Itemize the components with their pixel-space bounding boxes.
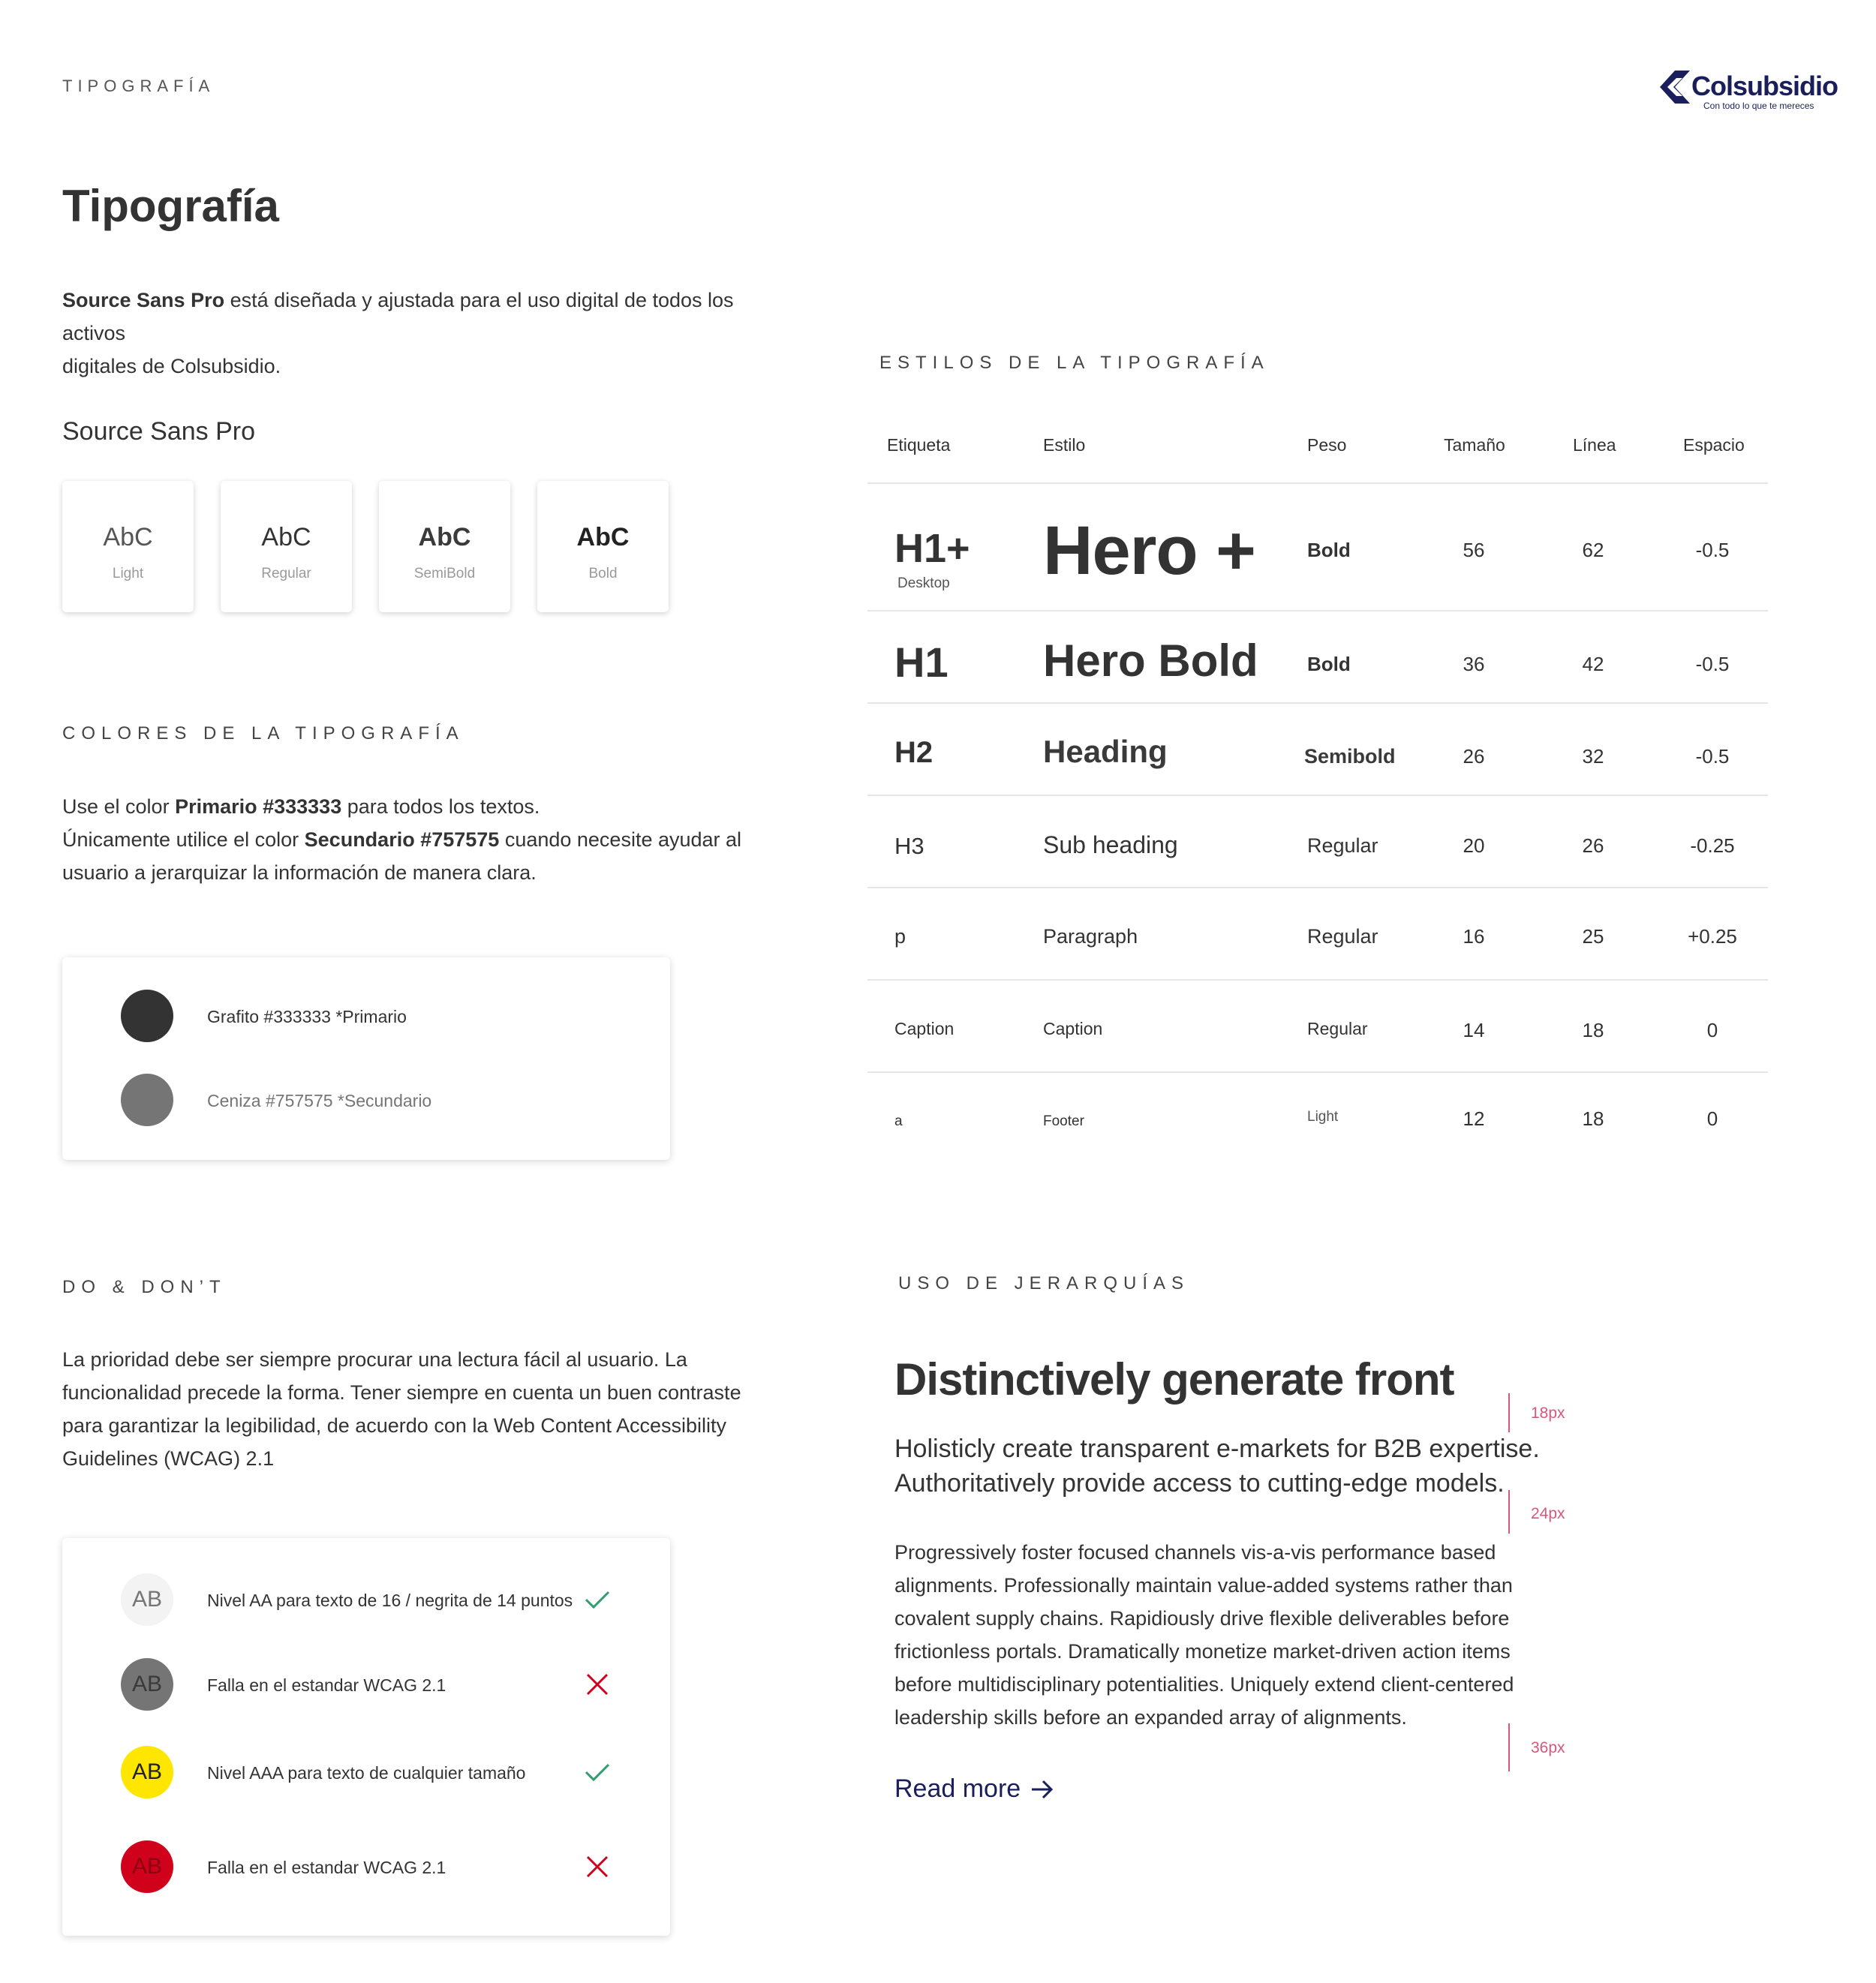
paragraph-line: before multidisciplinary potentialities. Uniquely extend client-centered xyxy=(894,1673,1514,1696)
paragraph-line: Progressively foster focused channels vis-a-vis performance based xyxy=(894,1541,1496,1564)
row-weight: Bold xyxy=(1307,539,1351,561)
row-space: -0.5 xyxy=(1695,653,1730,675)
row-tag: H1 xyxy=(894,638,949,686)
row-tag: a xyxy=(894,1113,903,1129)
subheading-line: Holisticly create transparent e-markets for B2B expertise. xyxy=(894,1435,1540,1463)
row-size: 36 xyxy=(1463,653,1485,675)
text-run: Use el color xyxy=(62,795,176,818)
paragraph-line: frictionless portals. Dramatically monetize market-driven action items xyxy=(894,1640,1511,1663)
spacing-label-24: 24px xyxy=(1531,1505,1565,1522)
col-header-estilo: Estilo xyxy=(1043,435,1086,455)
row-line: 26 xyxy=(1582,834,1604,857)
row-tag: p xyxy=(894,925,906,948)
row-space: -0.5 xyxy=(1695,745,1730,768)
logo-tagline: Con todo lo que te mereces xyxy=(1703,101,1814,111)
intro-bold: Source Sans Pro xyxy=(62,289,225,311)
contrast-label: Falla en el estandar WCAG 2.1 xyxy=(207,1858,446,1877)
read-more-link[interactable] xyxy=(894,1774,1055,1804)
hierarchy-subheading xyxy=(894,1432,1540,1501)
row-line: 25 xyxy=(1582,925,1604,948)
row-line: 32 xyxy=(1582,745,1604,768)
contrast-badge: AB xyxy=(121,1658,173,1711)
table-divider xyxy=(867,979,1768,981)
hierarchy-section-label: USO DE JERARQUÍAS xyxy=(898,1273,1190,1293)
contrast-badge: AB xyxy=(121,1840,173,1893)
text-run: para todos los textos. xyxy=(341,795,540,818)
row-style-sample: Hero + xyxy=(1043,512,1255,589)
row-weight: Light xyxy=(1307,1109,1339,1125)
row-space: -0.25 xyxy=(1690,834,1735,857)
row-weight: Bold xyxy=(1307,653,1351,675)
row-weight: Regular xyxy=(1307,1019,1368,1038)
font-family-label: Source Sans Pro xyxy=(62,417,256,446)
weight-card-semibold xyxy=(379,481,510,612)
cross-icon xyxy=(584,1853,611,1880)
spacing-marker xyxy=(1508,1393,1510,1432)
table-divider xyxy=(867,702,1768,704)
row-line: 62 xyxy=(1582,539,1604,561)
text-line: La prioridad debe ser siempre procurar una lectura fácil al usuario. La xyxy=(62,1348,687,1371)
text-run: Únicamente utilice el color xyxy=(62,828,305,851)
row-space: 0 xyxy=(1706,1107,1718,1130)
weight-name: Light xyxy=(112,566,144,581)
weight-name: Bold xyxy=(588,566,618,581)
table-divider xyxy=(867,482,1768,484)
row-tag: H3 xyxy=(894,833,924,859)
contrast-label: Nivel AAA para texto de cualquier tamaño xyxy=(207,1763,526,1783)
row-style-sample: Hero Bold xyxy=(1043,635,1258,686)
row-tag-sub: Desktop xyxy=(897,575,950,591)
weight-card-regular xyxy=(221,481,352,612)
colors-section-label: COLORES DE LA TIPOGRAFÍA xyxy=(62,723,464,744)
col-header-tamano: Tamaño xyxy=(1444,435,1505,455)
row-size: 20 xyxy=(1463,834,1485,857)
text-bold: Primario #333333 xyxy=(175,795,342,818)
row-style-sample: Paragraph xyxy=(1043,925,1138,948)
arrow-right-icon xyxy=(1030,1778,1055,1801)
paragraph-line: covalent supply chains. Rapidiously drive flexible deliverables before xyxy=(894,1607,1510,1630)
spacing-marker xyxy=(1508,1723,1510,1771)
weight-name: Regular xyxy=(261,566,311,581)
intro-line2: digitales de Colsubsidio. xyxy=(62,355,281,377)
row-weight: Semibold xyxy=(1304,745,1396,768)
table-divider xyxy=(867,887,1768,888)
swatch-primary-label: Grafito #333333 *Primario xyxy=(207,1007,407,1026)
row-size: 56 xyxy=(1463,539,1485,561)
col-header-espacio: Espacio xyxy=(1683,435,1745,455)
weight-card-light xyxy=(62,481,194,612)
text-run: cuando necesite ayudar al xyxy=(499,828,742,851)
row-tag: H1+ xyxy=(894,526,970,571)
contrast-label: Nivel AA para texto de 16 / negrita de 14 puntos xyxy=(207,1591,573,1610)
text-bold: Secundario #757575 xyxy=(304,828,500,851)
text-line: para garantizar la legibilidad, de acuerdo con la Web Content Accessibility xyxy=(62,1414,727,1437)
spacing-label-36: 36px xyxy=(1531,1739,1565,1756)
table-divider xyxy=(867,610,1768,611)
section-label: TIPOGRAFÍA xyxy=(62,77,215,95)
weight-sample: AbC xyxy=(103,523,153,551)
logo-wordmark: Colsubsidio xyxy=(1691,71,1838,101)
logo-mark-icon xyxy=(1658,69,1691,105)
cross-icon xyxy=(584,1671,611,1698)
swatch-primary xyxy=(121,990,173,1042)
weight-name: SemiBold xyxy=(413,566,476,581)
row-style-sample: Footer xyxy=(1043,1113,1084,1129)
row-style-sample: Sub heading xyxy=(1043,831,1178,858)
check-icon xyxy=(584,1586,611,1613)
row-size: 14 xyxy=(1463,1019,1485,1041)
weight-sample: AbC xyxy=(418,523,471,551)
weight-sample: AbC xyxy=(576,523,630,551)
row-line: 18 xyxy=(1582,1019,1604,1041)
dodont-section-label: DO & DON’T xyxy=(62,1277,227,1297)
row-tag: H2 xyxy=(894,736,933,769)
contrast-badge: AB xyxy=(121,1746,173,1798)
row-size: 16 xyxy=(1463,925,1485,948)
styles-section-label: ESTILOS DE LA TIPOGRAFÍA xyxy=(879,353,1270,373)
text-run: usuario a jerarquizar la información de manera clara. xyxy=(62,861,537,884)
swatch-secondary xyxy=(121,1074,173,1126)
row-size: 26 xyxy=(1463,745,1485,768)
read-more-label: Read more xyxy=(894,1774,1021,1803)
paragraph-line: alignments. Professionally maintain value-added systems rather than xyxy=(894,1574,1513,1597)
spacing-marker xyxy=(1508,1490,1510,1534)
color-swatch-card xyxy=(62,957,670,1160)
contrast-label: Falla en el estandar WCAG 2.1 xyxy=(207,1675,446,1695)
hierarchy-heading: Distinctively generate front xyxy=(894,1354,1454,1405)
col-header-linea: Línea xyxy=(1573,435,1616,455)
text-line: Guidelines (WCAG) 2.1 xyxy=(62,1447,275,1470)
page-title: Tipografía xyxy=(62,181,279,231)
row-space: 0 xyxy=(1706,1019,1718,1041)
row-space: -0.5 xyxy=(1695,539,1730,561)
colors-description xyxy=(62,790,798,889)
weight-card-bold xyxy=(537,481,669,612)
check-icon xyxy=(584,1759,611,1786)
spacing-label-18: 18px xyxy=(1531,1405,1565,1422)
subheading-line: Authoritatively provide access to cutting-edge models. xyxy=(894,1469,1505,1498)
row-tag: Caption xyxy=(894,1019,955,1038)
row-line: 42 xyxy=(1582,653,1604,675)
hierarchy-paragraph xyxy=(894,1536,1514,1734)
swatch-secondary-label: Ceniza #757575 *Secundario xyxy=(207,1091,432,1110)
row-style-sample: Heading xyxy=(1043,734,1168,769)
intro-rest: está diseñada y ajustada para el uso digital de todos los activos xyxy=(62,289,734,344)
paragraph-line: leadership skills before an expanded array of alignments. xyxy=(894,1706,1407,1729)
table-divider xyxy=(867,1071,1768,1073)
row-space: +0.25 xyxy=(1688,925,1737,948)
contrast-examples-card xyxy=(62,1538,670,1936)
row-line: 18 xyxy=(1582,1107,1604,1130)
colsubsidio-logo[interactable] xyxy=(1658,68,1838,114)
weight-sample: AbC xyxy=(261,523,311,551)
contrast-badge: AB xyxy=(121,1573,173,1626)
table-divider xyxy=(867,795,1768,796)
row-weight: Regular xyxy=(1307,925,1378,948)
col-header-etiqueta: Etiqueta xyxy=(887,435,951,455)
dodont-description xyxy=(62,1343,813,1475)
text-line: funcionalidad precede la forma. Tener siempre en cuenta un buen contraste xyxy=(62,1381,741,1404)
row-style-sample: Caption xyxy=(1043,1019,1103,1038)
row-size: 12 xyxy=(1463,1107,1485,1130)
intro-text xyxy=(62,284,798,383)
row-weight: Regular xyxy=(1307,834,1378,857)
col-header-peso: Peso xyxy=(1307,435,1347,455)
